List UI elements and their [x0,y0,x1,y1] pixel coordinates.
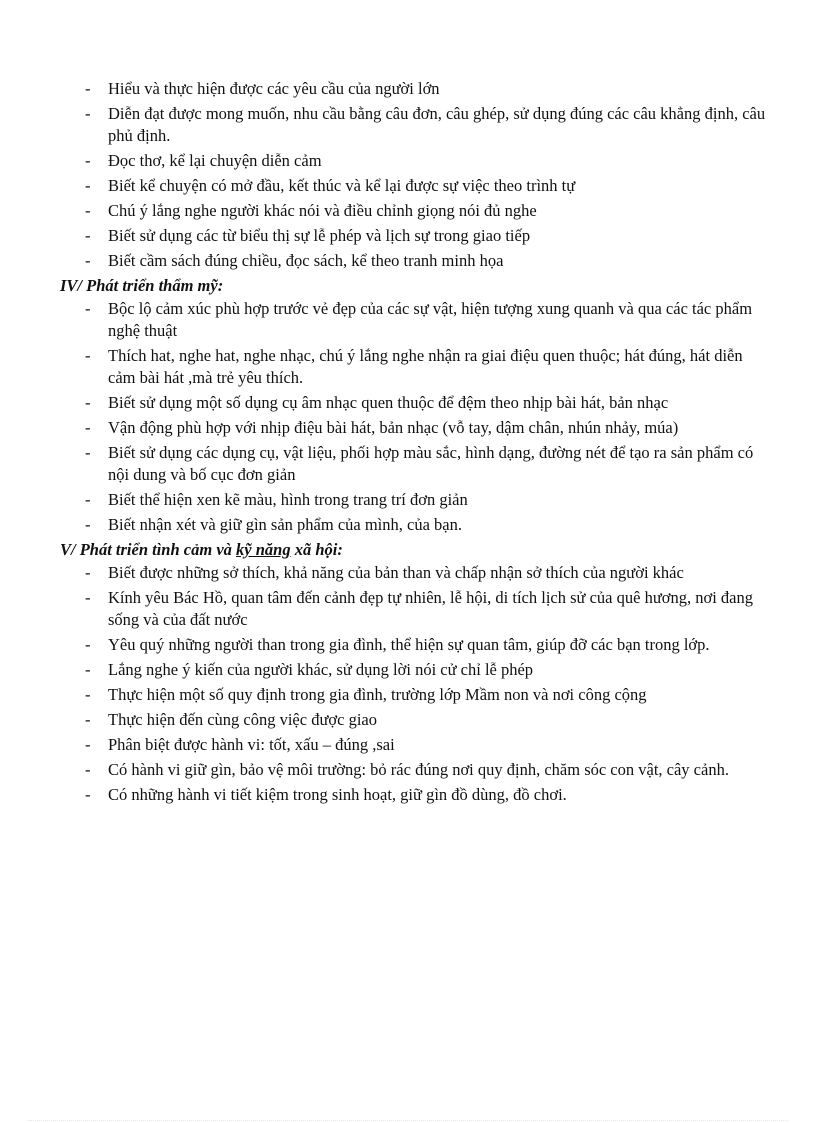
bullet-dash: - [85,104,91,123]
list-item [60,634,770,656]
list-item [60,684,770,706]
bullet-dash: - [85,710,91,729]
list-item [60,298,770,342]
list-item [60,103,770,147]
bullet-dash: - [85,660,91,679]
list-item [60,587,770,631]
bullet-dash: - [85,443,91,462]
list-item-text: Thực hiện đến cùng công việc được giao [108,710,377,729]
list-item [60,417,770,439]
list-item [60,150,770,172]
list-item-text: Biết sử dụng các từ biểu thị sự lễ phép và lịch sự trong giao tiếp [108,226,531,245]
list-item-text: Biết nhận xét và giữ gìn sản phẩm của mình, của bạn. [108,515,462,534]
list-item-text: Yêu quý những người than trong gia đình, thể hiện sự quan tâm, giúp đỡ các bạn trong lớp. [108,635,710,654]
list-item [60,659,770,681]
section-4-heading: IV/ Phát triển thẩm mỹ: [60,276,224,295]
bullet-dash: - [85,563,91,582]
list-item [60,442,770,486]
bullet-dash: - [85,393,91,412]
bullet-dash: - [85,79,91,98]
bullet-dash: - [85,785,91,804]
list-item-text: Biết sử dụng một số dụng cụ âm nhạc quen thuộc để đệm theo nhịp bài hát, bản nhạc [108,393,669,412]
bullet-dash: - [85,685,91,704]
section-5-heading-underlined: kỹ năng [236,540,291,559]
bullet-dash: - [85,299,91,318]
bullet-dash: - [85,251,91,270]
section-4-list [60,298,770,536]
bullet-dash: - [85,588,91,607]
list-item [60,225,770,247]
section-intro-list [60,78,770,272]
list-item [60,734,770,756]
list-item [60,250,770,272]
list-item [60,784,770,806]
list-item [60,392,770,414]
bullet-dash: - [85,635,91,654]
list-item-text: Vận động phù hợp với nhịp điệu bài hát, bản nhạc (vỗ tay, dậm chân, nhún nhảy, múa) [108,418,679,437]
bullet-dash: - [85,735,91,754]
list-item-text: Biết được những sở thích, khả năng của bản than và chấp nhận sở thích của người khác [108,563,684,582]
list-item [60,489,770,511]
section-5-heading-start: V/ Phát triển tình cảm và [60,540,237,559]
bullet-dash: - [85,515,91,534]
list-item-text: Biết cầm sách đúng chiều, đọc sách, kể theo tranh minh họa [108,251,504,270]
list-item-text: Có những hành vi tiết kiệm trong sinh hoạt, giữ gìn đồ dùng, đồ chơi. [108,785,567,804]
bullet-dash: - [85,226,91,245]
list-item [60,709,770,731]
list-item-text: Đọc thơ, kể lại chuyện diễn cảm [108,151,322,170]
list-item-text: Biết sử dụng các dụng cụ, vật liệu, phối hợp màu sắc, hình dạng, đường nét để tạo ra sản phẩm có nội dung và bố cục đơn giản [108,443,754,484]
list-item-text: Biết thể hiện xen kẽ màu, hình trong trang trí đơn giản [108,490,468,509]
list-item-text: Chú ý lắng nghe người khác nói và điều chỉnh giọng nói đủ nghe [108,201,537,220]
list-item-text: Thực hiện một số quy định trong gia đình, trường lớp Mầm non và nơi công cộng [108,685,647,704]
bullet-dash: - [85,760,91,779]
page-bottom-rule [28,1120,788,1121]
bullet-dash: - [85,490,91,509]
bullet-dash: - [85,201,91,220]
list-item [60,78,770,100]
list-item [60,200,770,222]
section-5-heading [60,539,770,561]
bullet-dash: - [85,418,91,437]
list-item [60,345,770,389]
list-item-text: Có hành vi giữ gìn, bảo vệ môi trường: bỏ rác đúng nơi quy định, chăm sóc con vật, cây cảnh. [108,760,729,779]
bullet-dash: - [85,346,91,365]
list-item-text: Bộc lộ cảm xúc phù hợp trước vẻ đẹp của các sự vật, hiện tượng xung quanh và qua các tác phẩm nghệ thuật [108,299,753,340]
list-item-text: Hiểu và thực hiện được các yêu cầu của người lớn [108,79,440,98]
list-item-text: Biết kể chuyện có mở đầu, kết thúc và kể lại được sự việc theo trình tự [108,176,576,195]
section-5-list [60,562,770,806]
bullet-dash: - [85,151,91,170]
list-item [60,562,770,584]
bullet-dash: - [85,176,91,195]
list-item-text: Kính yêu Bác Hồ, quan tâm đến cảnh đẹp tự nhiên, lễ hội, di tích lịch sử của quê hương, nơi đang sống và của đất nước [108,588,754,629]
list-item [60,175,770,197]
document-body [60,78,770,809]
list-item-text: Thích hat, nghe hat, nghe nhạc, chú ý lắng nghe nhận ra giai điệu quen thuộc; hát đúng, hát diễn cảm bài hát ,mà trẻ yêu thích. [108,346,743,387]
section-5-heading-end: xã hội: [290,540,343,559]
list-item [60,514,770,536]
list-item-text: Diễn đạt được mong muốn, nhu cầu bằng câu đơn, câu ghép, sử dụng đúng các câu khẳng định, câu phủ định. [108,104,766,145]
list-item-text: Lắng nghe ý kiến của người khác, sử dụng lời nói cử chỉ lễ phép [108,660,534,679]
list-item-text: Phân biệt được hành vi: tốt, xấu – đúng ,sai [108,735,395,754]
list-item [60,759,770,781]
